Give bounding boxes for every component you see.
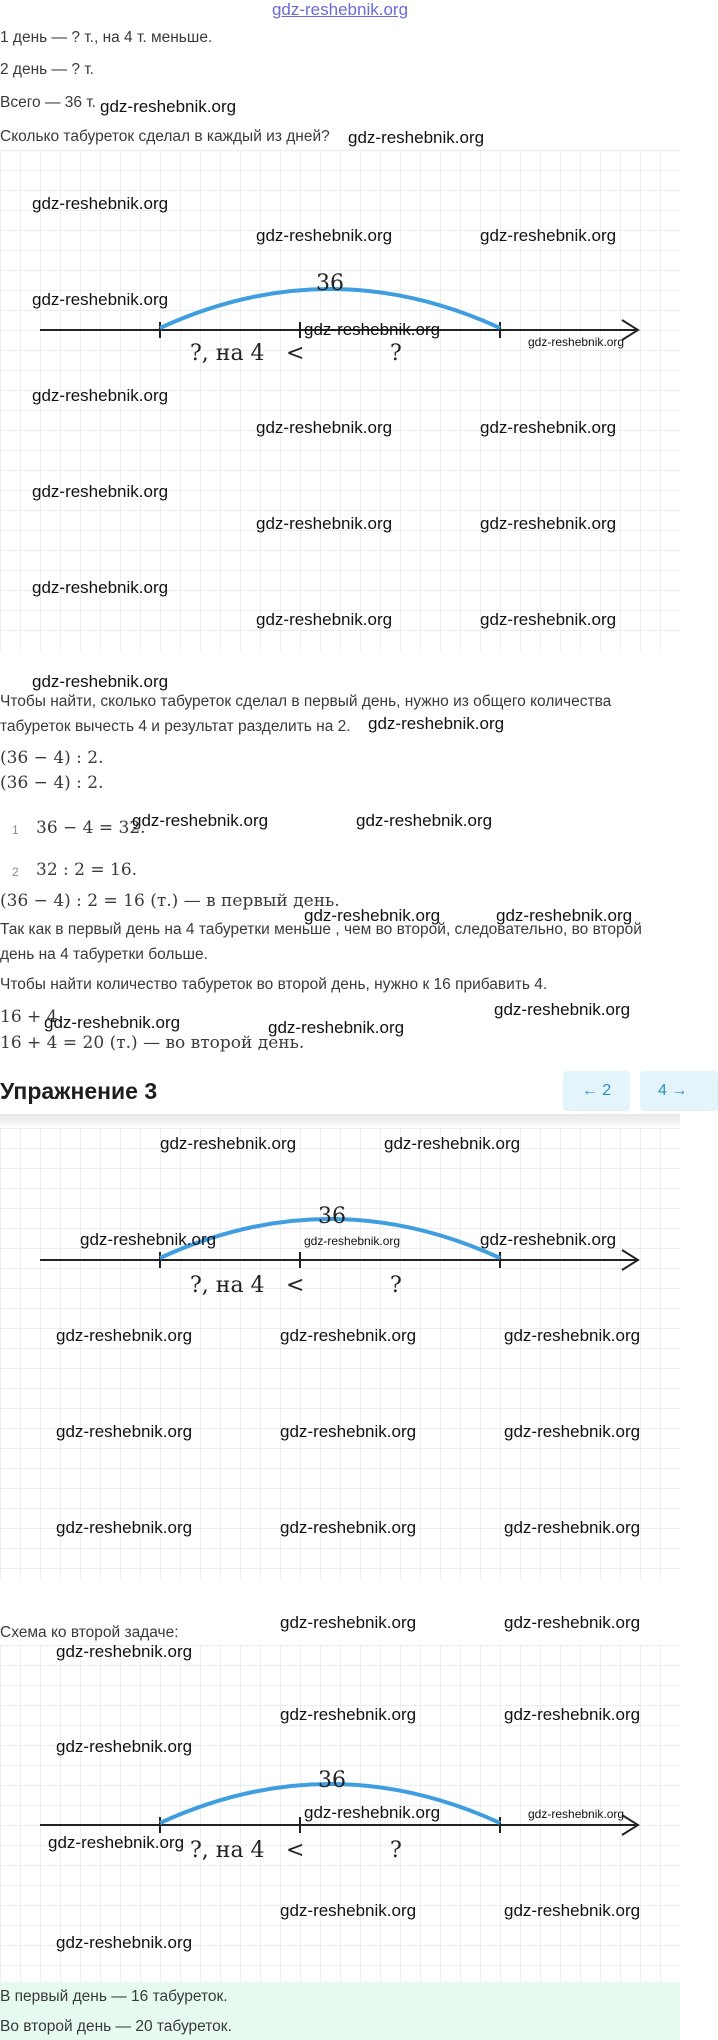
- segment-diagram-2: [0, 1128, 680, 1578]
- watermark: gdz-reshebnik.org: [56, 1518, 193, 1537]
- diagram-total-label: 36: [316, 271, 344, 296]
- watermark: gdz-reshebnik.org: [356, 811, 493, 830]
- solution-expression-2: (36 − 4) : 2.: [0, 773, 104, 793]
- watermark: gdz-reshebnik.org: [496, 906, 633, 925]
- watermark: gdz-reshebnik.org: [280, 1901, 417, 1920]
- watermark: gdz-reshebnik.org: [368, 714, 505, 733]
- scheme-label: Схема ко второй задаче:: [0, 1624, 179, 1641]
- watermark: gdz-reshebnik.org: [56, 1737, 193, 1756]
- watermark: gdz-reshebnik.org: [32, 482, 169, 501]
- watermark: gdz-reshebnik.org: [32, 578, 169, 597]
- watermark: gdz-reshebnik.org: [480, 610, 617, 629]
- solution-expression-3: 16 + 4.: [0, 1007, 63, 1027]
- watermark: gdz-reshebnik.org: [304, 320, 441, 339]
- watermark: gdz-reshebnik.org: [256, 610, 393, 629]
- diagram-part2-label: ?: [390, 1838, 402, 1863]
- watermark: gdz-reshebnik.org: [480, 514, 617, 533]
- exercise-title: Упражнение 3: [0, 1078, 158, 1104]
- watermark: gdz-reshebnik.org: [504, 1901, 641, 1920]
- solution-expression-1: (36 − 4) : 2.: [0, 748, 104, 768]
- watermark: gdz-reshebnik.org: [494, 1000, 631, 1019]
- prev-exercise-button[interactable]: ← 2: [563, 1071, 630, 1111]
- watermark: gdz-reshebnik.org: [32, 386, 169, 405]
- watermark: gdz-reshebnik.org: [504, 1326, 641, 1345]
- diagram-part1-label: ?, на 4: [190, 1838, 265, 1863]
- answer-line-2: Во второй день — 20 табуреток.: [0, 2018, 232, 2035]
- solution-explanation-1: Чтобы найти, сколько табуреток сделал в первый день, нужно из общего количества табуреток вычесть 4 и результат разделить на 2.: [0, 693, 612, 735]
- diagram-grid-2: [0, 1128, 680, 1578]
- watermark: gdz-reshebnik.org: [256, 514, 393, 533]
- watermark: gdz-reshebnik.org: [304, 906, 441, 925]
- solution-result-1: (36 − 4) : 2 = 16 (т.) — в первый день.: [0, 891, 340, 911]
- watermark: gdz-reshebnik.org: [56, 1642, 193, 1661]
- watermark: gdz-reshebnik.org: [480, 1230, 617, 1249]
- watermark: gdz-reshebnik.org: [504, 1422, 641, 1441]
- site-link[interactable]: gdz-reshebnik.org: [271, 0, 409, 19]
- condition-question: Сколько табуреток сделал в каждый из дней?: [0, 128, 330, 145]
- next-exercise-button[interactable]: 4 →: [640, 1071, 718, 1111]
- watermark: gdz-reshebnik.org: [56, 1422, 193, 1441]
- watermark: gdz-reshebnik.org: [280, 1326, 417, 1345]
- step-number: 2: [12, 865, 19, 879]
- step-expression: 32 : 2 = 16.: [36, 860, 138, 880]
- watermark: gdz-reshebnik.org: [504, 1705, 641, 1724]
- condition-line-2: 2 день — ? т.: [0, 61, 94, 78]
- step-expression: 36 − 4 = 32.: [36, 818, 146, 838]
- solution-explanation-2: Так как в первый день на 4 табуретки меньше , чем во второй, следовательно, во второй день на 4 табуретки больше.: [0, 921, 642, 963]
- diagram-less-sign: <: [286, 341, 305, 366]
- answer-line-1: В первый день — 16 табуреток.: [0, 1988, 228, 2005]
- condition-line-1: 1 день — ? т., на 4 т. меньше.: [0, 29, 213, 46]
- solution-explanation-3: Чтобы найти количество табуреток во второй день, нужно к 16 прибавить 4.: [0, 976, 548, 993]
- watermark: gdz-reshebnik.org: [528, 1807, 625, 1821]
- watermark: gdz-reshebnik.org: [160, 1134, 297, 1153]
- diagram-part1-label: ?, на 4: [190, 341, 265, 366]
- header-shadow: [0, 1114, 680, 1128]
- watermark: gdz-reshebnik.org: [56, 1326, 193, 1345]
- watermark: gdz-reshebnik.org: [100, 97, 237, 116]
- watermark: gdz-reshebnik.org: [280, 1705, 417, 1724]
- watermark: gdz-reshebnik.org: [256, 226, 393, 245]
- watermark: gdz-reshebnik.org: [384, 1134, 521, 1153]
- diagram-total-label: 36: [318, 1768, 346, 1793]
- watermark: gdz-reshebnik.org: [44, 1013, 181, 1032]
- watermark: gdz-reshebnik.org: [304, 1234, 401, 1248]
- step-number: 1: [12, 823, 19, 837]
- watermark: gdz-reshebnik.org: [280, 1613, 417, 1632]
- answer-box: [0, 1982, 680, 2040]
- watermark: gdz-reshebnik.org: [480, 418, 617, 437]
- watermark: gdz-reshebnik.org: [304, 1803, 441, 1822]
- watermark: gdz-reshebnik.org: [528, 335, 625, 349]
- watermark: gdz-reshebnik.org: [80, 1230, 217, 1249]
- diagram-part2-label: ?: [390, 341, 402, 366]
- diagram-less-sign: <: [286, 1838, 305, 1863]
- diagram-grid-1: [0, 150, 680, 650]
- watermark: gdz-reshebnik.org: [56, 1933, 193, 1952]
- diagram-total-label: 36: [318, 1204, 346, 1229]
- watermark: gdz-reshebnik.org: [280, 1518, 417, 1537]
- watermark: gdz-reshebnik.org: [256, 418, 393, 437]
- diagram-part1-label: ?, на 4: [190, 1273, 265, 1298]
- watermark: gdz-reshebnik.org: [32, 672, 169, 691]
- watermark: gdz-reshebnik.org: [480, 226, 617, 245]
- watermark: gdz-reshebnik.org: [348, 128, 485, 147]
- diagram-less-sign: <: [286, 1273, 305, 1298]
- watermark: gdz-reshebnik.org: [268, 1018, 405, 1037]
- watermark: gdz-reshebnik.org: [48, 1833, 185, 1852]
- diagram-part2-label: ?: [390, 1273, 402, 1298]
- condition-line-3: Всего — 36 т.: [0, 94, 96, 111]
- watermark: gdz-reshebnik.org: [32, 194, 169, 213]
- watermark: gdz-reshebnik.org: [280, 1422, 417, 1441]
- solution-result-2: 16 + 4 = 20 (т.) — во второй день.: [0, 1033, 305, 1053]
- watermark: gdz-reshebnik.org: [504, 1613, 641, 1632]
- watermark: gdz-reshebnik.org: [32, 290, 169, 309]
- watermark: gdz-reshebnik.org: [504, 1518, 641, 1537]
- diagram-grid-3: [0, 1642, 680, 1982]
- watermark: gdz-reshebnik.org: [132, 811, 269, 830]
